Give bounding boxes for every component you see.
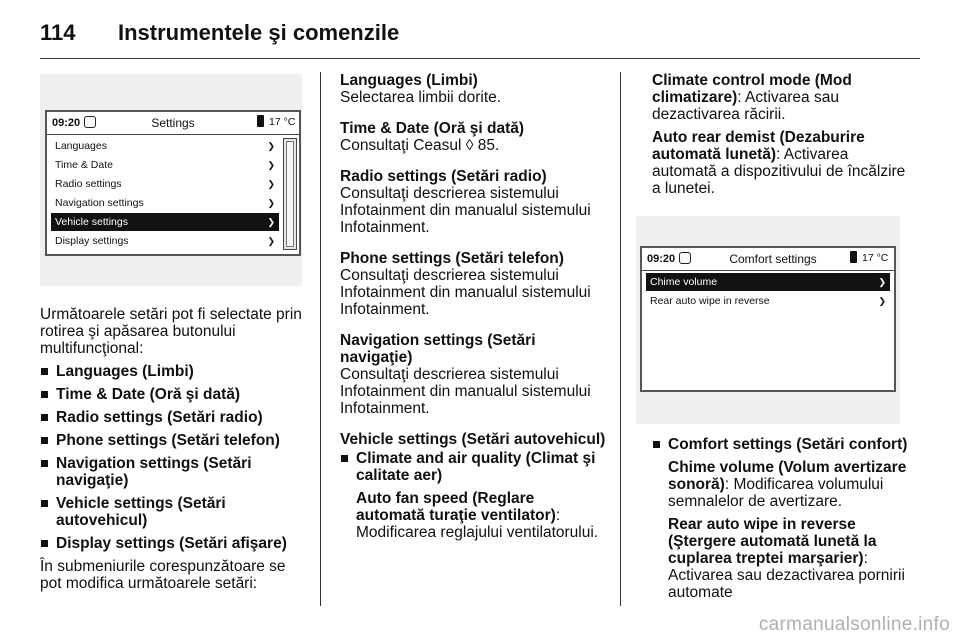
settings-screen <box>45 110 301 256</box>
chevron-right-icon: ❯ <box>878 277 886 287</box>
menu-item-label: Languages <box>55 140 107 152</box>
section-body: Consultaţi descrierea sistemului Infotainment din manualul sistemului Infotainment. <box>340 185 591 236</box>
phone-icon <box>850 251 857 263</box>
page-header <box>40 14 920 58</box>
screen-title: Comfort settings <box>729 252 817 266</box>
clock-time: 09:20 <box>647 253 676 265</box>
menu-item-label: Navigation settings <box>55 197 144 209</box>
sub-item: Auto rear demist (Dezaburire automată lunetă): Activarea automată a dispozitivului de încălzire a lunetei. <box>652 129 906 197</box>
column-2 <box>340 72 606 541</box>
sub-item: Rear auto wipe in reverse (Ştergere automată lunetă la cuplarea treptei marşarier): Activarea sau dezactivarea pornirii automate <box>668 516 905 601</box>
screen-status-bar <box>47 112 299 135</box>
scrollbar[interactable] <box>283 138 297 250</box>
chevron-right-icon: ❯ <box>267 217 275 227</box>
chevron-right-icon: ❯ <box>267 179 275 189</box>
chevron-right-icon: ❯ <box>878 296 886 306</box>
column-divider-2 <box>620 72 621 606</box>
bullet-vehicle-settings: Vehicle settings (Setări autovehicul) <box>40 495 306 529</box>
sub-item: Climate control mode (Mod climatizare): Activarea sau dezactivarea răcirii. <box>652 72 852 123</box>
clock-time: 09:20 <box>52 117 81 129</box>
scrollbar-thumb[interactable] <box>286 141 294 247</box>
column-3 <box>652 72 912 197</box>
comfort-settings-figure <box>636 216 900 424</box>
section-body: Consultaţi descrierea sistemului Infotainment din manualul sistemului Infotainment. <box>340 267 591 318</box>
chevron-right-icon: ❯ <box>267 198 275 208</box>
menu-item-vehicle-settings[interactable] <box>51 213 279 231</box>
menu-item-display-settings[interactable] <box>51 232 279 250</box>
outro-paragraph: În submeniurile corespunzătoare se pot modifica următoarele setări: <box>40 558 286 592</box>
section-heading: Vehicle settings (Setări autovehicul) <box>340 431 606 448</box>
menu-item-chime-volume[interactable] <box>646 273 890 291</box>
page-title: Instrumentele şi comenzile <box>118 20 400 45</box>
chevron-right-icon: ❯ <box>267 141 275 151</box>
settings-screen-figure <box>40 74 302 286</box>
page-number: 114 <box>40 20 76 45</box>
screen-title: Settings <box>151 116 195 130</box>
menu-item-label: Vehicle settings <box>55 216 128 228</box>
bullet-display-settings: Display settings (Setări afişare) <box>40 535 306 552</box>
section-heading: Languages (Limbi) <box>340 72 478 89</box>
bullet-climate-air-quality: Climate and air quality (Climat şi calitate aer) <box>340 450 606 484</box>
phone-icon <box>257 115 264 127</box>
header-divider <box>40 58 920 59</box>
menu-item-time-date[interactable] <box>51 156 279 174</box>
menu-item-navigation-settings[interactable] <box>51 194 279 212</box>
section-heading: Radio settings (Setări radio) <box>340 168 547 185</box>
menu-item-rear-auto-wipe[interactable] <box>646 292 890 310</box>
menu-item-languages[interactable] <box>51 137 279 155</box>
bullet-radio-settings: Radio settings (Setări radio) <box>40 409 306 426</box>
sub-item: Auto fan speed (Reglare automată turaţie ventilator): Modificarea reglajului ventilatorului. <box>356 490 599 541</box>
temperature: 17 °C <box>269 116 296 128</box>
section-body: Selectarea limbii dorite. <box>340 89 502 106</box>
column-divider-1 <box>320 72 321 606</box>
menu-item-label: Rear auto wipe in reverse <box>650 295 770 307</box>
sub-item: Chime volume (Volum avertizare sonoră): Modificarea volumului semnalelor de avertizare. <box>668 459 907 510</box>
column-3-lower <box>652 436 912 601</box>
section-heading: Phone settings (Setări telefon) <box>340 250 564 267</box>
bullet-phone-settings: Phone settings (Setări telefon) <box>40 432 306 449</box>
section-heading: Time & Date (Oră şi dată) <box>340 120 525 137</box>
menu-item-label: Radio settings <box>55 178 122 190</box>
temperature: 17 °C <box>862 252 889 264</box>
comfort-settings-screen <box>640 246 896 392</box>
bullet-languages: Languages (Limbi) <box>40 363 306 380</box>
menu-item-radio-settings[interactable] <box>51 175 279 193</box>
menu-item-label: Time & Date <box>55 159 113 171</box>
section-heading: Navigation settings (Setări navigaţie) <box>340 332 536 366</box>
screen-status-bar <box>642 248 894 271</box>
bullet-time-date: Time & Date (Oră şi dată) <box>40 386 306 403</box>
chevron-right-icon: ❯ <box>267 160 275 170</box>
bullet-navigation-settings: Navigation settings (Setări navigaţie) <box>40 455 306 489</box>
menu-item-label: Display settings <box>55 235 129 247</box>
section-body: Consultaţi Ceasul ◊ 85. <box>340 137 500 154</box>
menu-item-label: Chime volume <box>650 276 718 288</box>
bullet-comfort-settings: Comfort settings (Setări confort) <box>652 436 912 453</box>
column-1 <box>40 306 306 592</box>
section-body: Consultaţi descrierea sistemului Infotainment din manualul sistemului Infotainment. <box>340 366 591 417</box>
intro-paragraph: Următoarele setări pot fi selectate prin rotirea şi apăsarea butonului multifuncţional: <box>40 306 302 357</box>
watermark: carmanualsonline.info <box>758 614 950 635</box>
chevron-right-icon: ❯ <box>267 236 275 246</box>
